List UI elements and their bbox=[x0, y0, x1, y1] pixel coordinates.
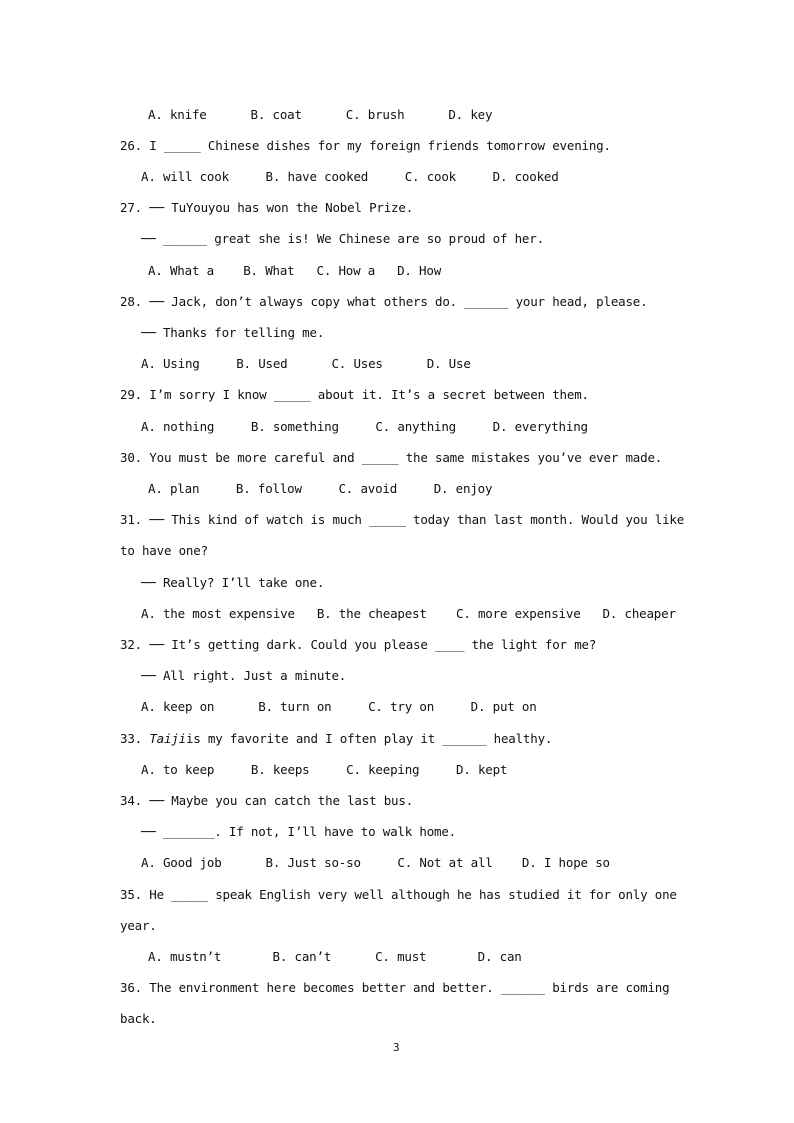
q27-options: A. What a B. What C. How a D. How bbox=[148, 263, 442, 278]
q28-reply: ── Thanks for telling me. bbox=[141, 325, 325, 340]
q27-reply: ── ______ great she is! We Chinese are so proud of her. bbox=[141, 231, 544, 246]
q31-options: A. the most expensive B. the cheapest C. more expensive D. cheaper bbox=[141, 606, 676, 621]
question-28: 28. ── Jack, don’t always copy what others do. ______ your head, please. bbox=[120, 294, 648, 309]
page-number: 3 bbox=[393, 1041, 400, 1054]
question-29: 29. I’m sorry I know _____ about it. It’s a secret between them. bbox=[120, 387, 589, 402]
q28-options: A. Using B. Used C. Uses D. Use bbox=[141, 356, 471, 371]
q35-options: A. mustn’t B. can’t C. must D. can bbox=[148, 949, 522, 964]
q32-reply: ── All right. Just a minute. bbox=[141, 668, 347, 683]
question-36: 36. The environment here becomes better and better. ______ birds are coming bbox=[120, 980, 670, 995]
q29-options: A. nothing B. something C. anything D. everything bbox=[141, 419, 588, 434]
question-35: 35. He _____ speak English very well although he has studied it for only one bbox=[120, 887, 677, 902]
q32-options: A. keep on B. turn on C. try on D. put on bbox=[141, 699, 537, 714]
question-26: 26. I _____ Chinese dishes for my foreign friends tomorrow evening. bbox=[120, 138, 611, 153]
q30-options: A. plan B. follow C. avoid D. enjoy bbox=[148, 481, 493, 496]
question-32: 32. ── It’s getting dark. Could you please ____ the light for me? bbox=[120, 637, 597, 652]
q33-options: A. to keep B. keeps C. keeping D. kept bbox=[141, 762, 508, 777]
q25-options: A. knife B. coat C. brush D. key bbox=[148, 107, 493, 122]
q34-reply: ── _______. If not, I’ll have to walk home. bbox=[141, 824, 457, 839]
question-35-continued: year. bbox=[120, 918, 157, 933]
q31-reply: ── Really? I’ll take one. bbox=[141, 575, 325, 590]
question-33 bbox=[120, 731, 552, 747]
question-30: 30. You must be more careful and _____ the same mistakes you’ve ever made. bbox=[120, 450, 663, 465]
question-31: 31. ── This kind of watch is much _____ today than last month. Would you like bbox=[120, 512, 685, 527]
question-27: 27. ── TuYouyou has won the Nobel Prize. bbox=[120, 200, 414, 215]
question-34: 34. ── Maybe you can catch the last bus. bbox=[120, 793, 414, 808]
question-31-continued: to have one? bbox=[120, 543, 208, 558]
q33-number: 33. bbox=[120, 731, 150, 746]
q26-options: A. will cook B. have cooked C. cook D. cooked bbox=[141, 169, 559, 184]
q34-options: A. Good job B. Just so-so C. Not at all D. I hope so bbox=[141, 855, 610, 870]
q33-italic-word: Taiji bbox=[149, 731, 186, 746]
question-36-continued: back. bbox=[120, 1011, 157, 1026]
q33-text: is my favorite and I often play it ______ healthy. bbox=[185, 731, 553, 746]
